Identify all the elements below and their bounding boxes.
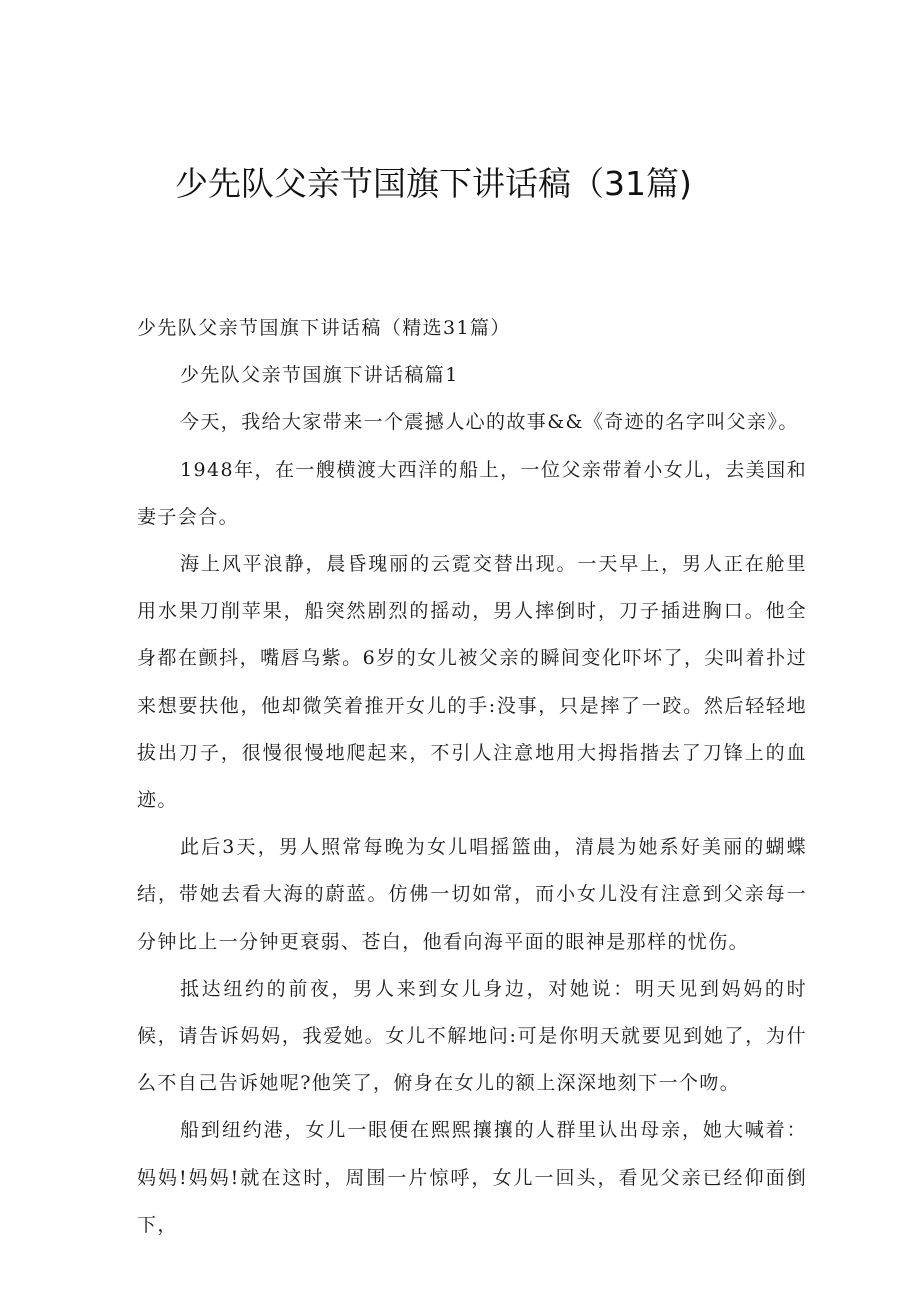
document-subtitle: 少先队父亲节国旗下讲话稿（精选31篇） — [137, 317, 511, 339]
paragraph: 船到纽约港，女儿一眼便在熙熙攘攘的人群里认出母亲，她大喊着：妈妈!妈妈!就在这时，周围一片惊呼，女儿一回头，看见父亲已经仰面倒下， — [137, 1119, 807, 1236]
paragraph: 1948年，在一艘横渡大西洋的船上，一位父亲带着小女儿，去美国和妻子会合。 — [137, 458, 807, 528]
document-body — [137, 305, 807, 1249]
paragraph: 海上风平浪静，晨昏瑰丽的云霓交替出现。一天早上，男人正在舱里用水果刀削苹果，船突然剧烈的摇动，男人摔倒时，刀子插进胸口。他全身都在颤抖，嘴唇乌紫。6岁的女儿被父亲的瞬间变化吓坏了，尖叫着扑过来想要扶他，他却微笑着推开女儿的手:没事，只是摔了一跤。然后轻轻地拔出刀子，很慢很慢地爬起来，不引人注意地用大拇指揩去了刀锋上的血迹。 — [137, 553, 807, 812]
document-title: 少先队父亲节国旗下讲话稿（31篇) — [175, 164, 692, 203]
paragraph: 今天，我给大家带来一个震撼人心的故事&&《奇迹的名字叫父亲》。 — [180, 411, 799, 434]
paragraph: 抵达纽约的前夜，男人来到女儿身边，对她说：明天见到妈妈的时候，请告诉妈妈，我爱她。女儿不解地问:可是你明天就要见到她了，为什么不自己告诉她呢?他笑了，俯身在女儿的额上深深地刻下一个吻。 — [137, 977, 807, 1095]
section-heading: 少先队父亲节国旗下讲话稿篇1 — [180, 364, 459, 387]
paragraph: 此后3天，男人照常每晚为女儿唱摇篮曲，清晨为她系好美丽的蝴蝶结，带她去看大海的蔚蓝。仿佛一切如常，而小女儿没有注意到父亲每一分钟比上一分钟更衰弱、苍白，他看向海平面的眼神是那样的忧伤。 — [137, 836, 807, 953]
